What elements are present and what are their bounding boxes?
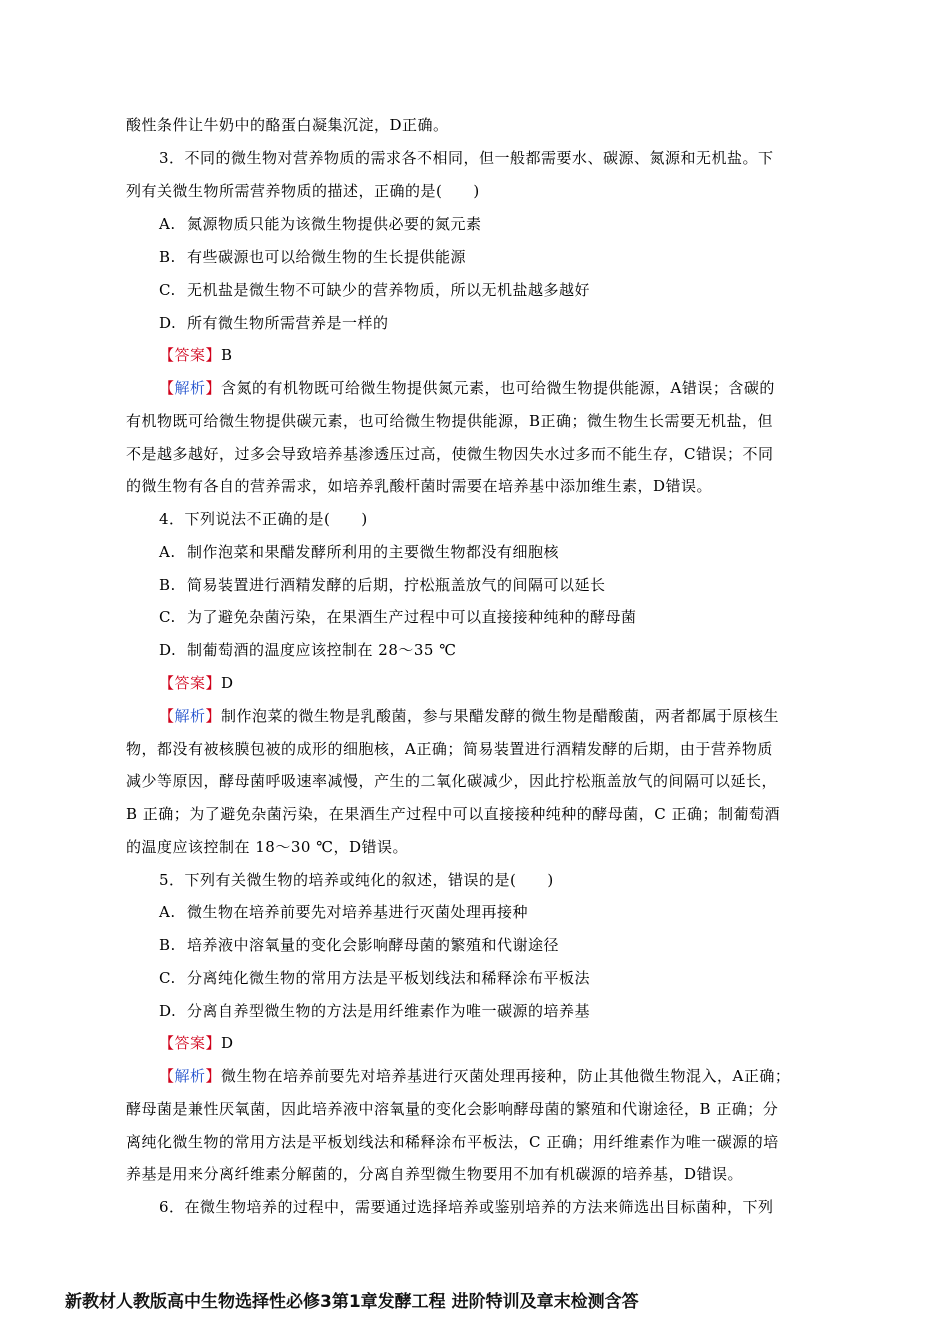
text-line: 的温度应该控制在 18～30 ℃，D错误。 (126, 838, 409, 856)
analysis-tag: 解析 (174, 1067, 206, 1085)
option-text: 有些碳源也可以给微生物的生长提供能源 (187, 248, 467, 266)
text-line: 酸性条件让牛奶中的酪蛋白凝集沉淀，D正确。 (126, 116, 449, 134)
text-line: B 正确；为了避免杂菌污染，在果酒生产过程中可以直接接种纯种的酵母菌，C 正确；制葡萄酒 (126, 805, 781, 823)
option-c (159, 607, 637, 627)
option-a (159, 214, 482, 234)
option-text: 分离自养型微生物的方法是用纤维素作为唯一碳源的培养基 (187, 1002, 591, 1020)
text-line: 物，都没有被核膜包被的成形的细胞核，A正确；简易装置进行酒精发酵的后期，由于营养物质 (126, 740, 773, 758)
answer-tag: 答案 (174, 674, 206, 692)
text-line: 养基是用来分离纤维素分解菌的，分离自养型微生物要用不加有机碳源的培养基，D错误。 (126, 1165, 744, 1183)
analysis-tag: 解析 (174, 379, 206, 397)
question-4-stem: 4．下列说法不正确的是( ) (159, 510, 368, 528)
text-line: 减少等原因，酵母菌呼吸速率减慢，产生的二氧化碳减少，因此拧松瓶盖放气的间隔可以延长， (126, 772, 778, 790)
answer-line: 【答案】B (159, 346, 233, 364)
option-label: C. (159, 608, 176, 626)
text-line: 酵母菌是兼性厌氧菌，因此培养液中溶氧量的变化会影响酵母菌的繁殖和代谢途径，B 正确；分 (126, 1100, 779, 1118)
text-line: 离纯化微生物的常用方法是平板划线法和稀释涂布平板法，C 正确；用纤维素作为唯一碳源的培 (126, 1133, 779, 1151)
question-6-stem: 6．在微生物培养的过程中，需要通过选择培养或鉴别培养的方法来筛选出目标菌种，下列 (159, 1198, 774, 1216)
text-line: 列有关微生物所需营养物质的描述，正确的是( ) (126, 182, 480, 200)
option-label: D. (159, 641, 177, 659)
answer-value: B (221, 346, 233, 364)
option-label: D. (159, 314, 177, 332)
option-label: D. (159, 1002, 177, 1020)
option-label: C. (159, 969, 176, 987)
option-text: 微生物在培养前要先对培养基进行灭菌处理再接种 (187, 903, 529, 921)
option-text: 制作泡菜和果醋发酵所利用的主要微生物都没有细胞核 (187, 543, 560, 561)
analysis-text: 含氮的有机物既可给微生物提供氮元素，也可给微生物提供能源，A错误；含碳的 (221, 379, 775, 397)
document-footer-title: 新教材人教版高中生物选择性必修3第1章发酵工程 进阶特训及章末检测含答 (65, 1292, 639, 1312)
option-label: A. (159, 215, 176, 233)
option-b (159, 575, 606, 595)
option-a (159, 902, 528, 922)
option-label: B. (159, 248, 176, 266)
analysis-text: 制作泡菜的微生物是乳酸菌，参与果醋发酵的微生物是醋酸菌，两者都属于原核生 (221, 707, 780, 725)
option-label: A. (159, 903, 176, 921)
option-c (159, 280, 590, 300)
answer-value: D (221, 674, 234, 692)
option-text: 培养液中溶氧量的变化会影响酵母菌的繁殖和代谢途径 (187, 936, 560, 954)
option-text: 制葡萄酒的温度应该控制在 28～35 ℃ (187, 641, 457, 659)
analysis-tag: 解析 (174, 707, 206, 725)
option-label: B. (159, 936, 176, 954)
option-text: 氮源物质只能为该微生物提供必要的氮元素 (187, 215, 482, 233)
answer-tag: 答案 (174, 346, 206, 364)
question-3-stem: 3．不同的微生物对营养物质的需求各不相同，但一般都需要水、碳源、氮源和无机盐。下 (159, 149, 774, 167)
answer-value: D (221, 1034, 234, 1052)
analysis-line: 【解析】制作泡菜的微生物是乳酸菌，参与果醋发酵的微生物是醋酸菌，两者都属于原核生 (159, 707, 780, 725)
text-line: 有机物既可给微生物提供碳元素，也可给微生物提供能源，B正确；微生物生长需要无机盐，但 (126, 412, 774, 430)
option-text: 无机盐是微生物不可缺少的营养物质，所以无机盐越多越好 (187, 281, 591, 299)
answer-tag: 答案 (174, 1034, 206, 1052)
option-b (159, 247, 466, 267)
text-line: 的微生物有各自的营养需求，如培养乳酸杆菌时需要在培养基中添加维生素，D错误。 (126, 477, 713, 495)
analysis-line: 【解析】微生物在培养前要先对培养基进行灭菌处理再接种，防止其他微生物混入，A正确； (159, 1067, 791, 1085)
analysis-text: 微生物在培养前要先对培养基进行灭菌处理再接种，防止其他微生物混入，A正确； (221, 1067, 791, 1085)
answer-line: 【答案】D (159, 1034, 234, 1052)
option-b (159, 935, 559, 955)
option-text: 为了避免杂菌污染，在果酒生产过程中可以直接接种纯种的酵母菌 (187, 608, 637, 626)
option-d (159, 1001, 590, 1021)
option-d (159, 313, 389, 333)
text-line: 不是越多越好，过多会导致培养基渗透压过高，使微生物因失水过多而不能生存，C错误；不同 (126, 445, 774, 463)
option-label: B. (159, 576, 176, 594)
option-text: 分离纯化微生物的常用方法是平板划线法和稀释涂布平板法 (187, 969, 591, 987)
question-5-stem: 5．下列有关微生物的培养或纯化的叙述，错误的是( ) (159, 871, 554, 889)
option-text: 简易装置进行酒精发酵的后期，拧松瓶盖放气的间隔可以延长 (187, 576, 606, 594)
option-text: 所有微生物所需营养是一样的 (187, 314, 389, 332)
option-label: A. (159, 543, 176, 561)
option-label: C. (159, 281, 176, 299)
analysis-line: 【解析】含氮的有机物既可给微生物提供氮元素，也可给微生物提供能源，A错误；含碳的 (159, 379, 775, 397)
answer-line: 【答案】D (159, 674, 234, 692)
option-a (159, 542, 559, 562)
option-c (159, 968, 590, 988)
option-d (159, 640, 457, 660)
